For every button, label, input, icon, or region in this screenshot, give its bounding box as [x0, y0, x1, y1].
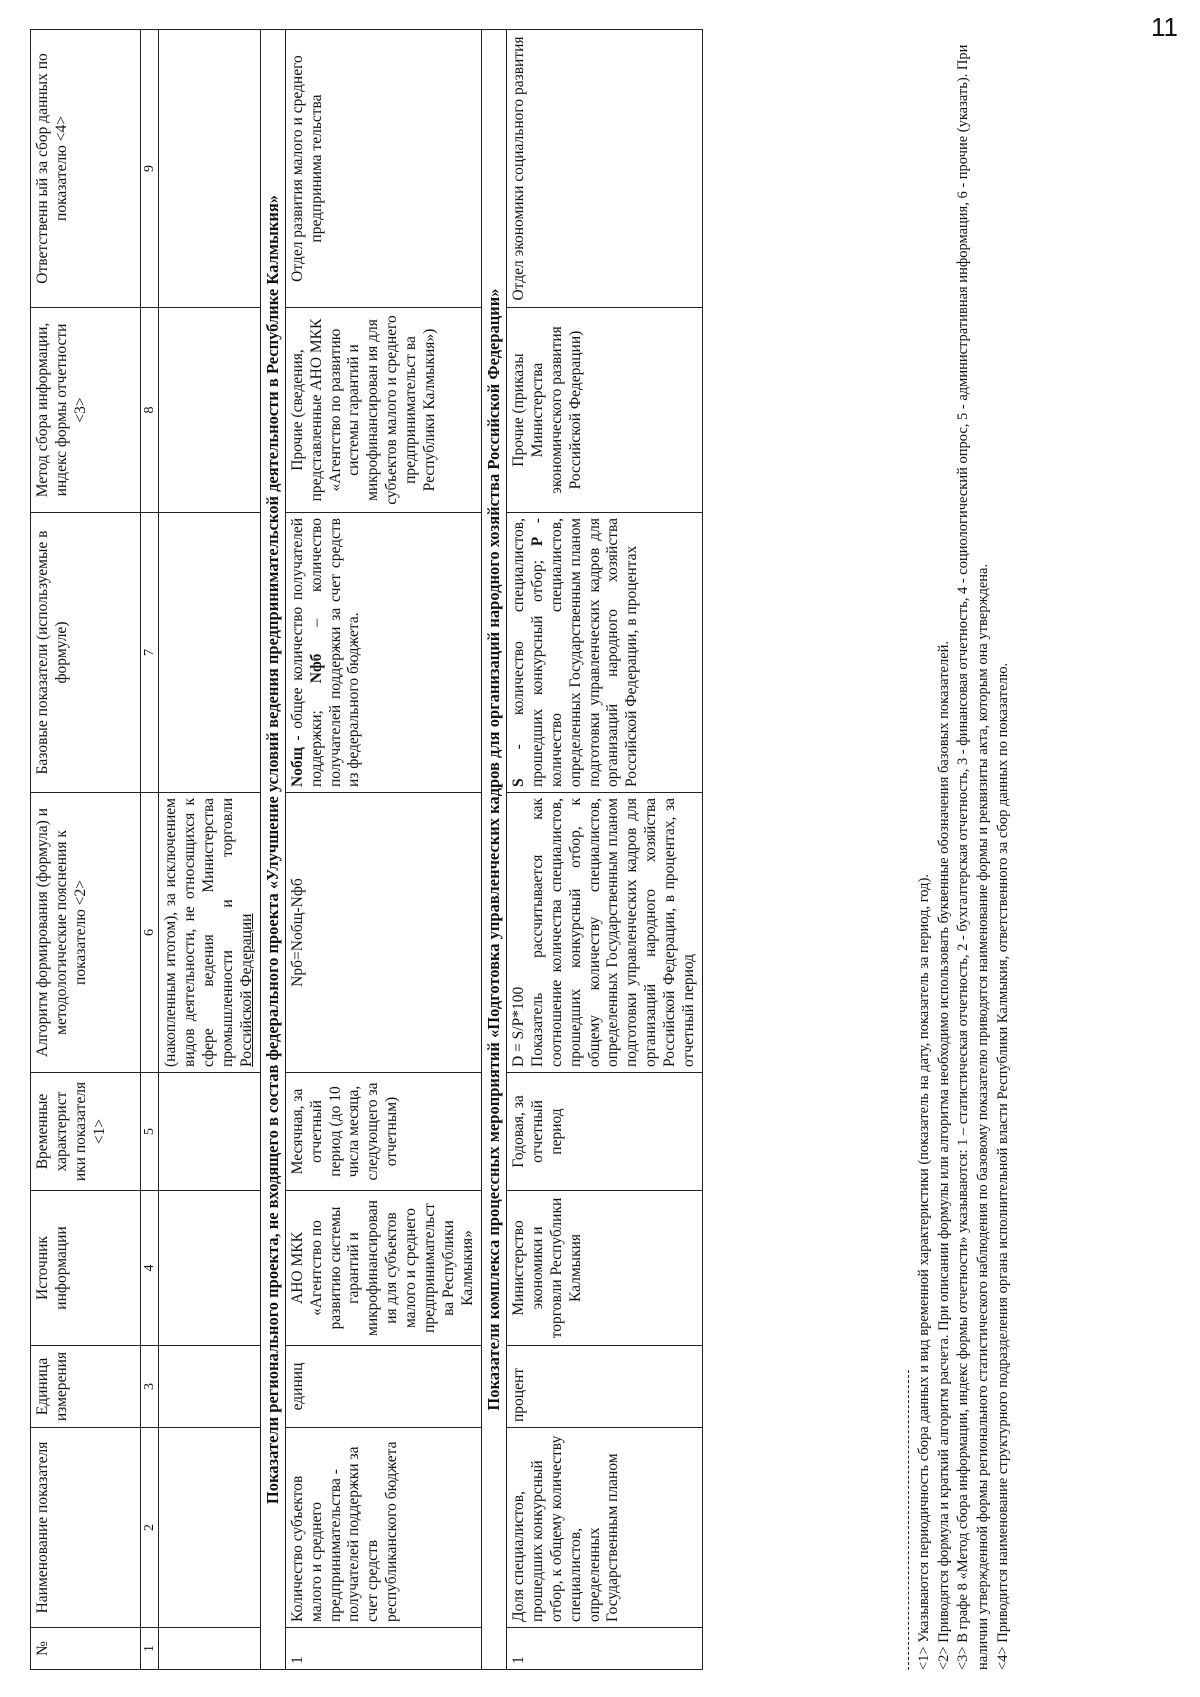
time-cell: Месячная, за отчетный период (до 10 числа месяца, следующего за отчетным) — [285, 1073, 481, 1191]
footnote-divider — [908, 1370, 909, 1670]
section-title: Показатели регионального проекта, не входящего в состав федерального проекта «Улучшение условий ведения предпринимательской деятельности в Республике Калмыкия» — [260, 30, 285, 1670]
column-number: 3 — [141, 1346, 159, 1428]
column-number: 4 — [141, 1191, 159, 1346]
base-symbol: P — [528, 536, 546, 547]
header-cell: Временные характерист ики показателя <1> — [31, 1073, 141, 1191]
row-number: 1 — [285, 1628, 481, 1670]
footnote: <2> Приводятся формула и краткий алгоритм расчета. При описании формулы или алгоритма необходимо использовать буквенные обозначения базовых показателей. — [935, 640, 952, 1670]
base-symbol: Nобщ — [288, 747, 306, 787]
column-number: 1 — [141, 1628, 159, 1670]
footnotes — [908, 30, 1014, 1670]
column-number: 7 — [141, 513, 159, 793]
header-cell: Ответственн ый за сбор данных по показателю <4> — [31, 30, 141, 308]
section-title-row — [481, 30, 506, 1670]
algorithm-text: Показатель рассчитывается как соотношение количества специалистов, прошедших конкурсный отбор, к общему количеству специалистов, определенных Государственным планом подготовки управленческих кадров для организаций народного хозяйства Российской Федерации, в процентах, за отчетный период — [528, 798, 698, 1067]
base-text: – количество получателей поддержки за счет средств из федерального бюджета. — [307, 517, 363, 787]
table-row — [506, 30, 702, 1670]
row-number: 1 — [506, 1628, 702, 1670]
page-number: 11 — [1151, 12, 1178, 42]
section-title-row — [260, 30, 285, 1670]
header-cell: Наименование показателя — [31, 1428, 141, 1628]
footnote: <3> В графе 8 «Метод сбора информации, индекс формы отчетности» указываются: 1 – статистическая отчетность, 2 - бухгалтерская отчетность, 3 - финансовая отчетность, 4 - социологический опрос, 5 - административная информация, 6 - прочие (указать). При наличии утвержденной формы регионального статистического наблюдения по базовому показателю приводятся наименование формы и реквизиты акта, которым она утверждена. — [955, 44, 992, 1670]
method-cell: Прочие (сведения, представленные АНО МКК «Агентство по развитию системы гарантий и микрофинансирован ия для субъектов малого и среднего предпринимательст ва Республики Калмыкия») — [285, 308, 481, 513]
responsible-cell: Отдел развития малого и среднего предпринима тельства — [285, 30, 481, 308]
header-cell: Единица измерения — [31, 1346, 141, 1428]
table-row — [285, 30, 481, 1670]
base-indicators-cell — [506, 513, 702, 793]
continued-algorithm-tail: Российской Федерации — [237, 913, 255, 1067]
algorithm-cell — [506, 793, 702, 1073]
header-row — [31, 30, 141, 1670]
indicator-name: Доля специалистов, прошедших конкурсный отбор, к общему количеству специалистов, определенных Государственным планом — [506, 1428, 702, 1628]
header-cell: Метод сбора информации, индекс формы отчетности <3> — [31, 308, 141, 513]
base-text: - количество специалистов, прошедших конкурсный отбор; — [509, 518, 546, 787]
base-symbol: S — [509, 778, 527, 787]
column-number-row — [141, 30, 159, 1670]
base-indicators-cell — [285, 513, 481, 793]
header-cell: № — [31, 1628, 141, 1670]
source-cell: АНО МКК «Агентство по развитию системы гарантий и микрофинансирован ия для субъектов малого и среднего предпринимательст ва Республики Калмыкия» — [285, 1191, 481, 1346]
column-number: 5 — [141, 1073, 159, 1191]
source-cell: Министерство экономики и торговли Республики Калмыкия — [506, 1191, 702, 1346]
column-number: 8 — [141, 308, 159, 513]
indicator-name: Количество субъектов малого и среднего предпринимательства - получателей поддержки за счет средств республиканского бюджета — [285, 1428, 481, 1628]
time-cell: Годовая, за отчетный период — [506, 1073, 702, 1191]
base-text: - общее количество получателей поддержки; — [288, 518, 325, 787]
footnote: <4> Приводится наименование структурного подразделения органа исполнительной власти Республики Калмыкия, ответственного за сбор данных по показателю. — [994, 662, 1011, 1670]
header-cell: Базовые показатели (используемые в формуле) — [31, 513, 141, 793]
indicators-table — [30, 29, 703, 1670]
section-title: Показатели комплекса процессных мероприятий «Подготовка управленческих кадров для организаций народного хозяйства Российской Федерации» — [481, 30, 506, 1670]
formula: D = S/P*100 — [509, 986, 527, 1067]
algorithm-cell: Nрб=Nобщ-Nфб — [285, 793, 481, 1073]
unit-cell: единиц — [285, 1346, 481, 1428]
header-cell: Источник информации — [31, 1191, 141, 1346]
column-number: 2 — [141, 1428, 159, 1628]
responsible-cell: Отдел экономики социального развития — [506, 30, 702, 308]
method-cell: Прочие (приказы Министерства экономического развития Российской Федерации) — [506, 308, 702, 513]
continued-algorithm-text: (накопленным итогом), за исключением видов деятельности, не относящихся к сфере ведения Министерства промышленности и торговли — [162, 798, 236, 1067]
base-symbol: Nфб — [307, 653, 325, 684]
continued-algorithm-cell — [159, 793, 261, 1073]
column-number: 9 — [141, 30, 159, 308]
rotated-page — [20, 20, 1170, 1680]
footnote: <1> Указываются периодичность сбора данных и вид временной характеристики (показатель на дату, показатель за период, год). — [916, 874, 932, 1670]
continued-row — [159, 30, 261, 1670]
header-cell: Алгоритм формирования (формула) и методологические пояснения к показателю <2> — [31, 793, 141, 1073]
unit-cell: процент — [506, 1346, 702, 1428]
base-text: - количество специалистов, определенных Государственным планом подготовки управленческих кадров для организаций народного хозяйства Российской Федерации, в процентах — [528, 518, 641, 787]
column-number: 6 — [141, 793, 159, 1073]
